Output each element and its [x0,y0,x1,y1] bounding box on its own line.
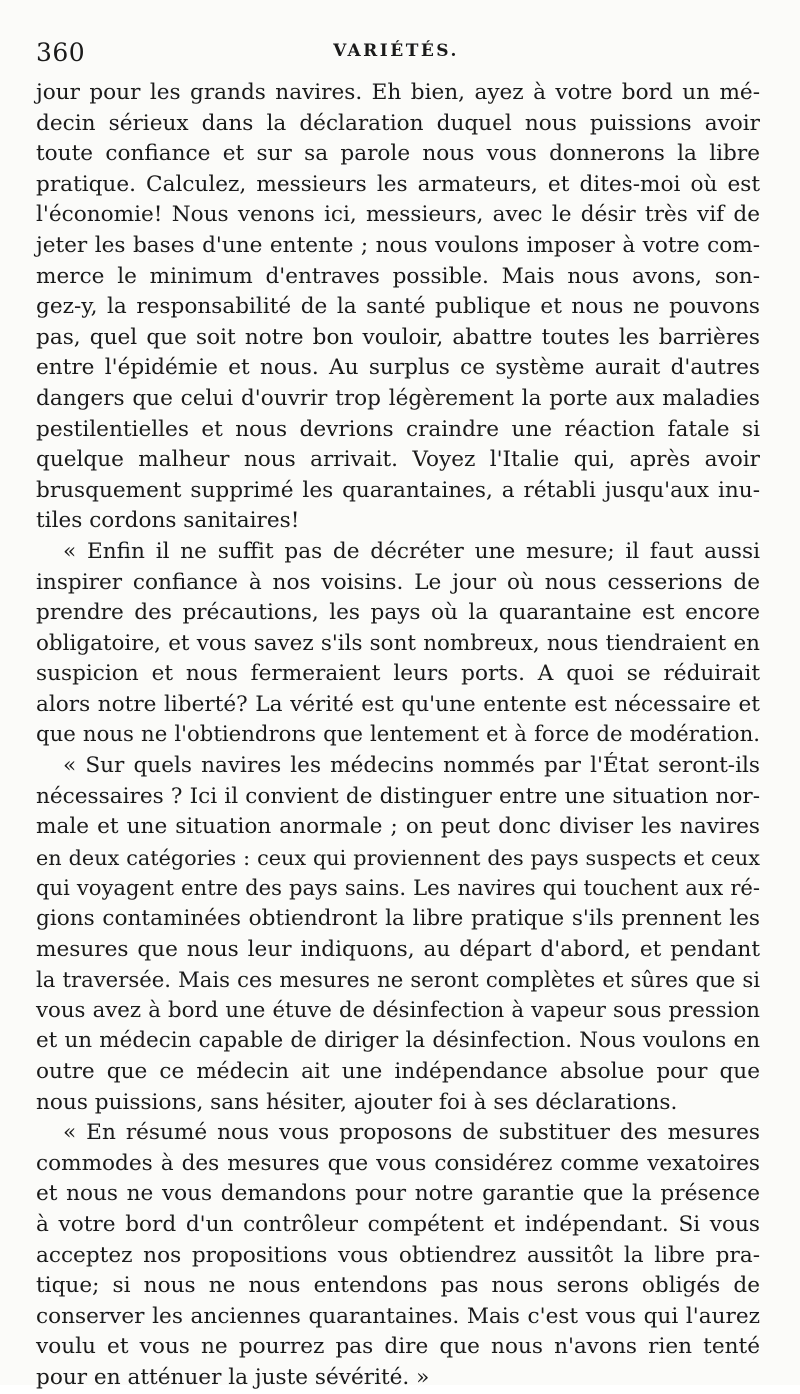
running-head: VARIÉTÉS. [333,41,459,61]
page-number: 360 [36,38,86,67]
text-line: l'économie! Nous venons ici, messieurs, avec le désir très vif de [36,202,760,228]
paragraph-end-line: que nous ne l'obtiendrons que lentement et à force de modération. [36,722,760,748]
text-line: en deux catégories : ceux qui proviennent des pays suspects et ceux [36,845,760,870]
text-line: decin sérieux dans la déclaration duquel nous puissions avoir [36,110,760,136]
text-line: vous avez à bord une étuve de désinfection à vapeur sous pression [36,997,760,1023]
text-line: prendre des précautions, les pays où la quarantaine est encore [36,600,760,626]
text-line: male et une situation anormale ; on peut donc diviser les navires [36,814,760,840]
text-line: gions contaminées obtiendront la libre pratique s'ils prennent les [36,906,760,932]
text-line: pratique. Calculez, messieurs les armateurs, et dites-moi où est [36,171,760,197]
text-line: à votre bord d'un contrôleur compétent et indépendant. Si vous [36,1211,760,1237]
text-line: pestilentielles et nous devrions craindre une réaction fatale si [36,416,760,442]
text-line: alors notre liberté? La vérité est qu'une entente est nécessaire et [36,691,760,717]
paragraph-end-line: nous puissions, sans hésiter, ajouter foi à ses déclarations. [36,1089,678,1115]
text-line: quelque malheur nous arrivait. Voyez l'Italie qui, après avoir [36,447,760,473]
paragraph-start-line: « En résumé nous vous proposons de substituer des mesures [63,1120,760,1146]
text-line: et un médecin capable de diriger la désinfection. Nous voulons en [36,1028,760,1054]
text-line: entre l'épidémie et nous. Au surplus ce système aurait d'autres [36,355,760,381]
text-line: toute confiance et sur sa parole nous vous donnerons la libre [36,141,760,167]
text-line: dangers que celui d'ouvrir trop légèrement la porte aux maladies [36,385,760,411]
paragraph-start-line: « Sur quels navires les médecins nommés par l'État seront-ils [63,753,760,779]
text-line: tique; si nous ne nous entendons pas nous serons obligés de [36,1273,760,1299]
text-line: mesures que nous leur indiquons, au départ d'abord, et pendant [36,936,760,962]
text-line: outre que ce médecin ait une indépendance absolue pour que [36,1059,760,1084]
text-line: obligatoire, et vous savez s'ils sont nombreux, nous tiendraient en [36,630,760,656]
text-line: qui voyagent entre des pays sains. Les navires qui touchent aux ré- [36,875,760,901]
text-line: voulu et vous ne pourrez pas dire que nous n'avons rien tenté [36,1334,760,1360]
text-line: commodes à des mesures que vous considérez comme vexatoires [36,1150,760,1176]
paragraph-end-line: tiles cordons sanitaires! [36,508,300,534]
text-line: inspirer confiance à nos voisins. Le jour où nous cesserions de [36,569,760,595]
text-line: suspicion et nous fermeraient leurs ports. A quoi se réduirait [36,661,760,687]
text-line: jour pour les grands navires. Eh bien, ayez à votre bord un mé- [36,80,760,105]
text-line: la traversée. Mais ces mesures ne seront complètes et sûres que si [36,967,760,993]
paragraph-end-line: pour en atténuer la juste sévérité. » [36,1364,430,1390]
text-line: merce le minimum d'entraves possible. Mais nous avons, son- [36,263,760,289]
text-line: brusquement supprimé les quarantaines, a rétabli jusqu'aux inu- [36,477,760,503]
text-line: acceptez nos propositions vous obtiendrez aussitôt la libre pra- [36,1242,760,1268]
text-line: conserver les anciennes quarantaines. Mais c'est vous qui l'aurez [36,1303,760,1329]
text-line: jeter les bases d'une entente ; nous voulons imposer à votre com- [36,232,760,258]
text-line: gez-y, la responsabilité de la santé publique et nous ne pouvons [36,294,760,320]
paragraph-start-line: « Enfin il ne suffit pas de décréter une mesure; il faut aussi [63,538,760,564]
page-header [36,34,756,74]
text-line: nécessaires ? Ici il convient de distinguer entre une situation nor- [36,783,760,809]
text-line: pas, quel que soit notre bon vouloir, abattre toutes les barrières [36,324,760,350]
text-line: et nous ne vous demandons pour notre garantie que la présence [36,1181,760,1207]
body-text [36,78,760,1394]
